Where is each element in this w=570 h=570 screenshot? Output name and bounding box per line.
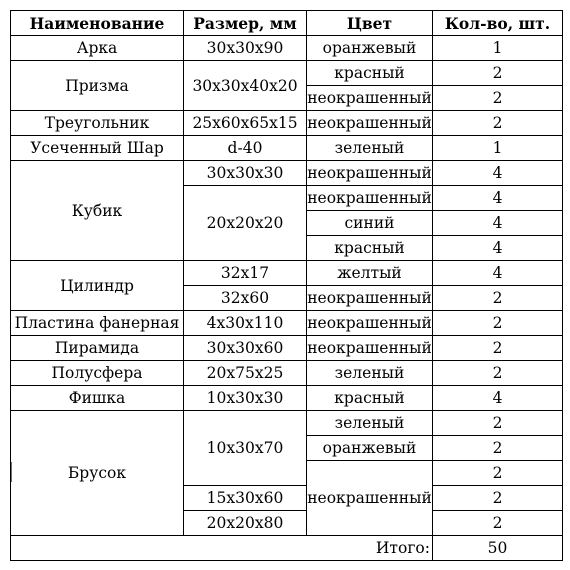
cell-qty: 2	[433, 286, 563, 311]
cell-qty: 2	[433, 436, 563, 461]
table-row	[11, 311, 563, 336]
cell-qty: 2	[433, 486, 563, 511]
cell-size: d-40	[184, 136, 307, 161]
cell-color: неокрашенный	[307, 161, 433, 186]
table-row	[11, 136, 563, 161]
cell-qty: 2	[433, 336, 563, 361]
table-row	[11, 411, 563, 436]
cell-name: Кубик	[11, 161, 184, 261]
table-row	[11, 386, 563, 411]
cell-qty: 2	[433, 311, 563, 336]
cell-color: неокрашенный	[307, 311, 433, 336]
cell-color: зеленый	[307, 136, 433, 161]
cell-size: 20x20x20	[184, 186, 307, 261]
cell-size: 20x75x25	[184, 361, 307, 386]
cell-name: Цилиндр	[11, 261, 184, 311]
total-blank	[184, 536, 307, 561]
total-row	[11, 536, 563, 561]
table-row	[11, 161, 563, 186]
cell-size: 32x60	[184, 286, 307, 311]
header-color: Цвет	[307, 11, 433, 36]
cell-name: Полусфера	[11, 361, 184, 386]
cell-name: Пирамида	[11, 336, 184, 361]
cell-qty: 2	[433, 361, 563, 386]
total-value: 50	[433, 536, 563, 561]
header-size: Размер, мм	[184, 11, 307, 36]
cell-size: 30x30x60	[184, 336, 307, 361]
table-row	[11, 36, 563, 61]
cell-color: неокрашенный	[307, 286, 433, 311]
cell-qty: 2	[433, 86, 563, 111]
cell-color: неокрашенный	[307, 111, 433, 136]
cell-name: Треугольник	[11, 111, 184, 136]
cell-qty: 2	[433, 61, 563, 86]
cell-qty: 2	[433, 511, 563, 536]
cell-qty: 4	[433, 161, 563, 186]
cell-qty: 4	[433, 186, 563, 211]
cell-color: зеленый	[307, 361, 433, 386]
table-row	[11, 261, 563, 286]
cell-qty: 4	[433, 211, 563, 236]
table-row	[11, 111, 563, 136]
total-blank	[11, 536, 184, 561]
cell-qty: 2	[433, 461, 563, 486]
cell-qty: 4	[433, 236, 563, 261]
table-row	[11, 336, 563, 361]
cell-color: зеленый	[307, 411, 433, 436]
cell-size: 15x30x60	[184, 486, 307, 511]
header-row	[11, 11, 563, 36]
cell-name: Брусок	[11, 411, 184, 536]
cell-color: синий	[307, 211, 433, 236]
cell-name: Призма	[11, 61, 184, 111]
cell-color: неокрашенный	[307, 186, 433, 211]
cell-name: Пластина фанерная	[11, 311, 184, 336]
cell-qty: 4	[433, 261, 563, 286]
cell-qty: 2	[433, 111, 563, 136]
cell-size: 25x60x65x15	[184, 111, 307, 136]
cell-color: неокрашенный	[307, 461, 433, 536]
cell-color: неокрашенный	[307, 86, 433, 111]
cell-color: оранжевый	[307, 436, 433, 461]
cell-color: красный	[307, 61, 433, 86]
cell-color: оранжевый	[307, 36, 433, 61]
total-label: Итого:	[307, 536, 433, 561]
cell-color: неокрашенный	[307, 336, 433, 361]
cell-size: 20x20x80	[184, 511, 307, 536]
cell-size: 10x30x30	[184, 386, 307, 411]
cell-name: Арка	[11, 36, 184, 61]
cell-size: 30x30x90	[184, 36, 307, 61]
cell-name: Фишка	[11, 386, 184, 411]
header-name: Наименование	[11, 11, 184, 36]
parts-table	[10, 10, 563, 561]
cell-color: желтый	[307, 261, 433, 286]
cell-color: красный	[307, 236, 433, 261]
cell-size: 4x30x110	[184, 311, 307, 336]
cell-size: 10x30x70	[184, 411, 307, 486]
cell-qty: 4	[433, 386, 563, 411]
cell-qty: 1	[433, 136, 563, 161]
cell-size: 32x17	[184, 261, 307, 286]
cell-name: Усеченный Шар	[11, 136, 184, 161]
cell-color: красный	[307, 386, 433, 411]
table-row	[11, 361, 563, 386]
cell-size: 30x30x30	[184, 161, 307, 186]
header-qty: Кол-во, шт.	[433, 11, 563, 36]
cell-qty: 2	[433, 411, 563, 436]
cell-qty: 1	[433, 36, 563, 61]
table-row	[11, 61, 563, 86]
cell-size: 30x30x40x20	[184, 61, 307, 111]
